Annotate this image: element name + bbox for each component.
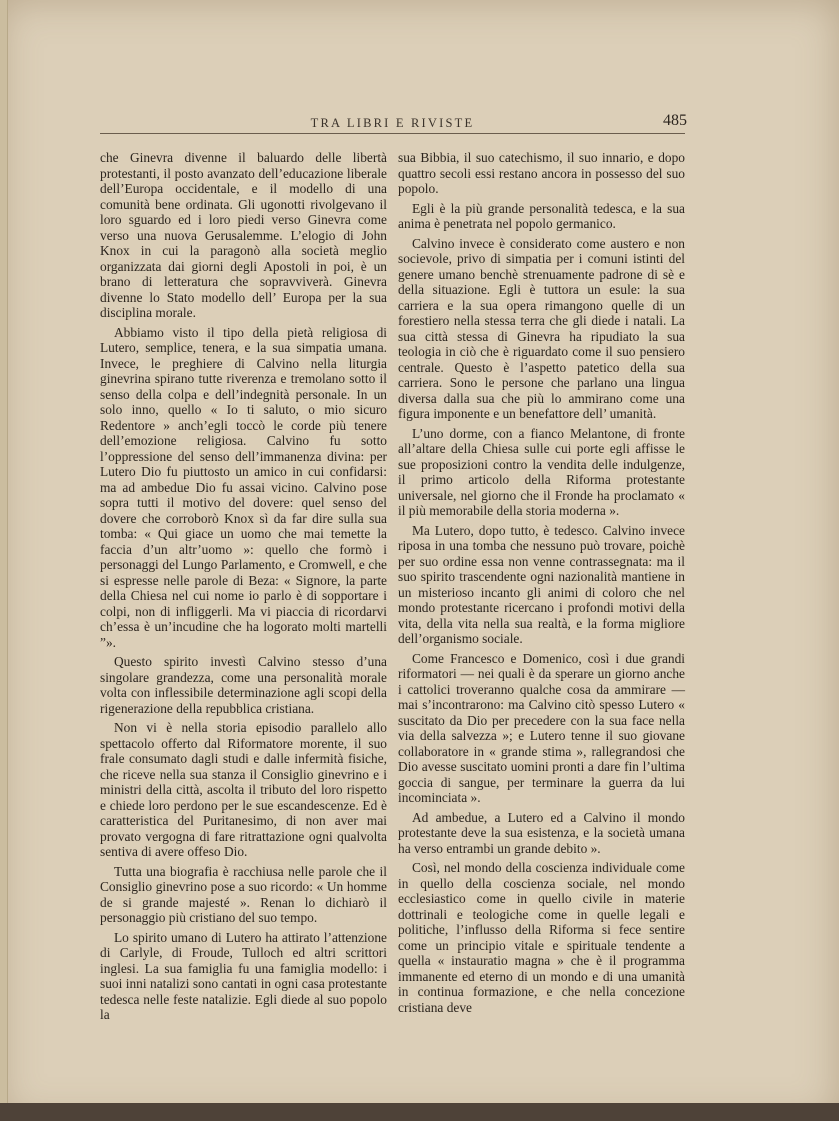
paragraph: Egli è la più grande personalità tedesca, e la sua anima è penetrata nel popolo germanico. xyxy=(398,200,685,231)
paragraph: Questo spirito investì Calvino stesso d’una singolare grandezza, come una personalità morale volta con inflessibile determinazione agli scopi della rigenerazione della repubblica cristiana. xyxy=(100,654,387,716)
paragraph: che Ginevra divenne il baluardo delle libertà protestanti, il posto avanzato dell’educazione liberale dell’Europa occidentale, e il modello di una comunità bene ordinata. Gli ugonotti rivolgevano il loro sguardo ed i loro piedi verso Ginevra come verso una nuova Gerusalemme. L’elogio di John Knox in cui la paragonò alla società meglio organizzata dai giorni degli Apostoli in poi, è un brano di letteratura che sopravviverà. Ginevra divenne lo Stato modello dell’ Europa per la sua disciplina morale. xyxy=(100,150,387,320)
paragraph: L’uno dorme, con a fianco Melantone, di fronte all’altare della Chiesa sulle cui porte egli affisse le sue proposizioni contro la vendita delle indulgenze, il primo articolo della Riforma protestante universale, nel giorno che il Fronde ha proclamato « il più memorabile della storia moderna ». xyxy=(398,425,685,518)
paragraph: Lo spirito umano di Lutero ha attirato l’attenzione di Carlyle, di Froude, Tulloch ed altri scrittori inglesi. La sua famiglia fu una famiglia modello: i suoi inni natalizi sono cantati in ogni casa protestante tedesca nelle feste natalizie. Egli diede al suo popolo la xyxy=(100,929,387,1022)
running-head xyxy=(100,112,687,134)
paragraph: Tutta una biografia è racchiusa nelle parole che il Consiglio ginevrino pose a suo ricordo: « Un homme de si grande majesté ». Renan lo dichiarò il personaggio più cristiano del suo tempo. xyxy=(100,863,387,925)
paragraph: Come Francesco e Domenico, così i due grandi riformatori — nei quali è da sperare un giorno anche i cattolici troveranno qualche cosa da ammirare — mai s’incontrarono: ma Calvino citò spesso Lutero « suscitato da Dio per precedere con la sua face nella via della salvezza »; e Lutero tenne il suo giovane collaboratore in « grande stima », rallegrandosi che Dio avesse suscitato uomini pronti a dare fin l’ultima goccia di sangue, per terminare la guerra da lui incominciata ». xyxy=(398,650,685,805)
page-number: 485 xyxy=(663,112,687,129)
running-title: TRA LIBRI E RIVISTE xyxy=(310,116,475,130)
right-text-column xyxy=(398,150,685,1019)
paragraph: Non vi è nella storia episodio parallelo allo spettacolo offerto dal Riformatore morente, il suo frale consumato dagli studi e dalle infermità fisiche, che riceve nella sua stanza il Consiglio ginevrino e i ministri della città, ascolta il tributo del loro rispetto e chiede loro perdono per le sue escandescenze. Ed è caratteristica del Puritanesimo, di non aver mai provato vergogna di fare ritrattazione ogni qualvolta sentiva di avere offeso Dio. xyxy=(100,720,387,859)
left-text-column xyxy=(100,150,387,1027)
paragraph: Ma Lutero, dopo tutto, è tedesco. Calvino invece riposa in una tomba che nessuno può trovare, poichè per suo ordine essa non venne contrassegnata: ma il suo spirito trascendente ogni nazionalità mantiene in un misterioso incanto gli animi di coloro che nel mondo protestante ricercano i profondi motivi della vita, della vita nella sua realtà, e la forma migliore dell’organismo sociale. xyxy=(398,522,685,646)
paragraph: Calvino invece è considerato come austero e non socievole, privo di simpatia per i comuni istinti del genere umano benchè strenuamente padrone di sè e della situazione. Egli è tuttora un esule: la sua carriera e la sua opera rimangono quelle di un forestiero nella stessa terra che gli diede i natali. La sua città stessa di Ginevra ha ripudiato la sua teologia in ciò che è riguardato come il suo pensiero centrale. Questo è l’aspetto patetico della sua carriera. Sono le persone che parlano una lingua diversa dalla sua che più lo ammirano come una figura imponente e un benefattore dell’ umanità. xyxy=(398,235,685,421)
paragraph: Ad ambedue, a Lutero ed a Calvino il mondo protestante deve la sua esistenza, e la società umana ha verso entrambi un grande debito ». xyxy=(398,809,685,856)
paragraph: sua Bibbia, il suo catechismo, il suo innario, e dopo quattro secoli essi restano ancora in possesso del suo popolo. xyxy=(398,150,685,196)
page-bottom-shadow xyxy=(0,1103,839,1121)
page-edge xyxy=(0,0,8,1121)
paragraph: Così, nel mondo della coscienza individuale come in quello della coscienza sociale, nel mondo ecclesiastico come in quello civile in materie dottrinali e teologiche come in quelle legali e politiche, l’influsso della Riforma si fece sentire come un principio vitale e spirituale tendente a quella « instauratio magna » che è il programma immanente ed eterno di un mondo e di una umanità in continua formazione, e che nella concezione cristiana deve xyxy=(398,860,685,1015)
paragraph: Abbiamo visto il tipo della pietà religiosa di Lutero, semplice, tenera, e la sua simpatia umana. Invece, le preghiere di Calvino nella liturgia ginevrina spirano tutte riverenza e tremolano sotto il senso della colpa e dell’indegnità personale. In un solo inno, quello « Io ti saluto, o mio sicuro Redentore » anch’egli toccò le corde più tenere dell’emozione religiosa. Calvino fu sotto l’oppressione del senso dell’immanenza divina: per Lutero Dio fu piuttosto un amico in cui confidarsi: ma ad ambedue Dio fu assai vicino. Calvino pose sopra tutti il motivo del dovere: quel senso del dovere che corroborò Knox sì da far dire sulla sua tomba: « Qui giace un uomo che mai temette la faccia d’un altr’uomo »: quello che formò i personaggi del Lungo Parlamento, e Cromwell, e che si espresse nelle parole di Beza: « Signore, la parte della Chiesa nel cui nome io parlo è di sopportare i colpi, non di infliggerli. Ma vi piaccia di ricordarvi ch’essa è un’incudine che ha logorato molti martelli ”». xyxy=(100,324,387,650)
